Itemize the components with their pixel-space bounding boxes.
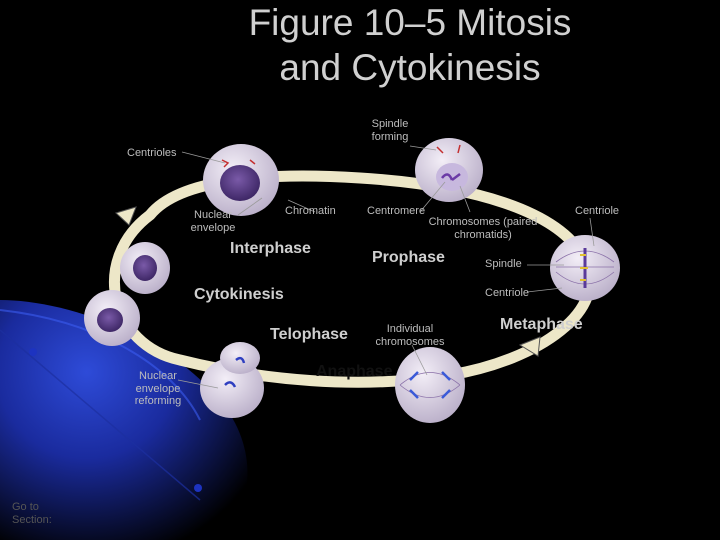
prophase-cell — [415, 138, 483, 202]
title-line-1: Figure 10–5 Mitosis — [248, 2, 572, 43]
phase-telophase: Telophase — [270, 326, 348, 343]
label-centrioles: Centrioles — [127, 147, 177, 159]
label-chromatin: Chromatin — [285, 205, 336, 217]
label-centriole-mid: Centriole — [485, 287, 530, 299]
label-nuclear-envelope-reforming: Nuclear envelope reforming — [134, 370, 182, 408]
phase-prophase: Prophase — [372, 249, 445, 266]
label-centromere: Centromere — [367, 205, 426, 217]
cycle-ring — [114, 176, 590, 382]
go-to-section-button[interactable]: Go to Section: — [12, 501, 52, 527]
cytokinesis-cells — [84, 242, 170, 346]
label-chromosomes-paired: Chromosomes (paired chromatids) — [428, 216, 538, 241]
phase-cytokinesis: Cytokinesis — [194, 286, 284, 303]
background-dot — [194, 484, 202, 492]
interphase-cell — [203, 144, 279, 216]
background-dot — [29, 348, 37, 356]
phase-metaphase: Metaphase — [500, 316, 583, 333]
cycle-ring-arrow — [116, 207, 136, 225]
label-nuclear-envelope: Nuclear envelope — [190, 209, 236, 234]
phase-interphase: Interphase — [230, 240, 311, 257]
anaphase-cell — [395, 347, 465, 423]
label-centriole-top: Centriole — [575, 205, 620, 217]
telophase-cell — [200, 342, 264, 418]
label-spindle: Spindle — [485, 258, 522, 270]
title-line-2: and Cytokinesis — [279, 47, 541, 89]
slide-title — [150, 0, 670, 90]
phase-anaphase: Anaphase — [316, 363, 393, 380]
label-individual-chromosomes: Individual chromosomes — [375, 323, 445, 348]
metaphase-cell — [550, 235, 620, 301]
label-spindle-forming: Spindle forming — [371, 118, 409, 143]
